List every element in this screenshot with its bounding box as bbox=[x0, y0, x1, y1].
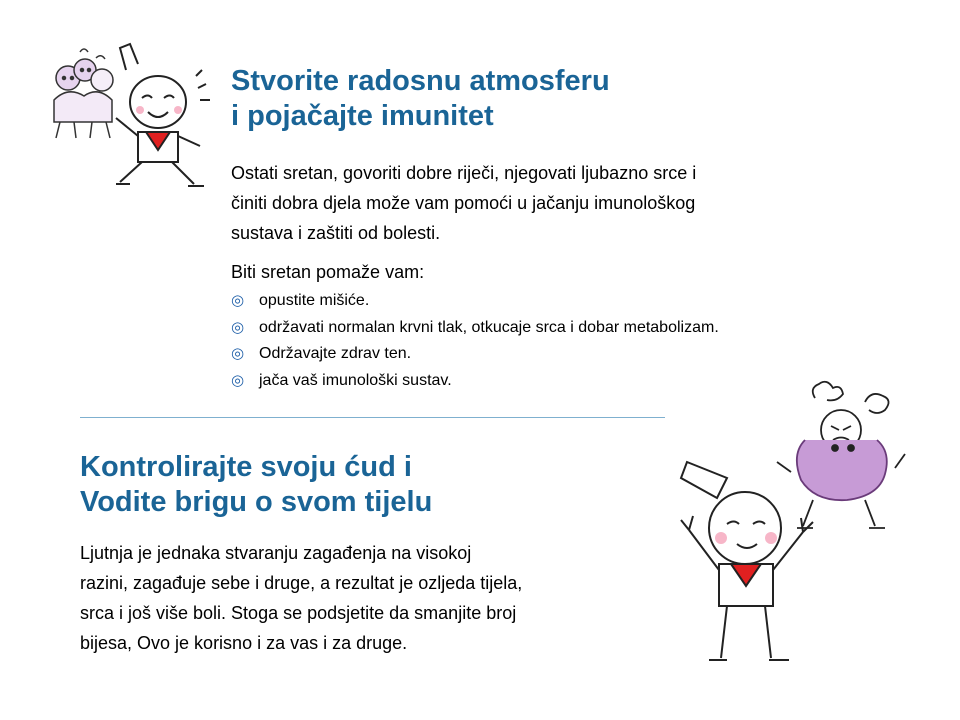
list-item-text: održavati normalan krvni tlak, otkucaje srca i dobar metabolizam. bbox=[259, 318, 719, 336]
bullet-circle-icon: ◎ bbox=[231, 345, 245, 362]
list-item bbox=[231, 368, 719, 395]
bullet-circle-icon: ◎ bbox=[231, 318, 245, 336]
section2-title-line-1: Kontrolirajte svoju ćud i bbox=[80, 451, 412, 483]
list-item-text: jača vaš imunološki sustav. bbox=[259, 371, 452, 389]
section2-title-line-2: Vodite brigu o svom tijelu bbox=[80, 486, 433, 518]
section1-paragraph-line-3: sustava i zaštiti od bolesti. bbox=[231, 223, 441, 243]
section-divider bbox=[80, 417, 665, 418]
section2-paragraph-line-1: Ljutnja je jednaka stvaranju zagađenja na visokoj bbox=[80, 543, 472, 563]
section2-paragraph-line-2: razini, zagađuje sebe i druge, a rezultat je ozljeda tijela, bbox=[80, 573, 523, 593]
bullet-circle-icon: ◎ bbox=[231, 292, 245, 309]
section2-paragraph-line-3: srca i još više boli. Stoga se podsjetite da smanjite broj bbox=[80, 603, 517, 623]
section1-title-line-2: i pojačajte imunitet bbox=[231, 100, 494, 132]
list-item bbox=[231, 288, 719, 315]
list-item-text: opustite mišiće. bbox=[259, 292, 370, 309]
happy-children-illustration bbox=[30, 40, 220, 190]
section1-paragraph-line-1: Ostati sretan, govoriti dobre riječi, njegovati ljubazno srce i bbox=[231, 163, 697, 183]
section2-paragraph bbox=[80, 538, 522, 658]
list-item-text: Održavajte zdrav ten. bbox=[259, 345, 412, 362]
section1-list-intro: Biti sretan pomaže vam: bbox=[231, 262, 425, 282]
anger-control-illustration bbox=[665, 378, 925, 670]
section2-paragraph-line-4: bijesa, Ovo je korisno i za vas i za druge. bbox=[80, 633, 408, 653]
section1-title-line-1: Stvorite radosnu atmosferu bbox=[231, 65, 610, 97]
section1-paragraph-line-2: činiti dobra djela može vam pomoći u jačanju imunološkog bbox=[231, 193, 696, 213]
list-item bbox=[231, 315, 719, 342]
list-item bbox=[231, 341, 719, 368]
benefits-list bbox=[231, 288, 719, 394]
bullet-circle-icon: ◎ bbox=[231, 371, 245, 389]
section2-title bbox=[80, 450, 432, 520]
section1-paragraph bbox=[231, 158, 696, 248]
section1-title bbox=[231, 64, 610, 134]
